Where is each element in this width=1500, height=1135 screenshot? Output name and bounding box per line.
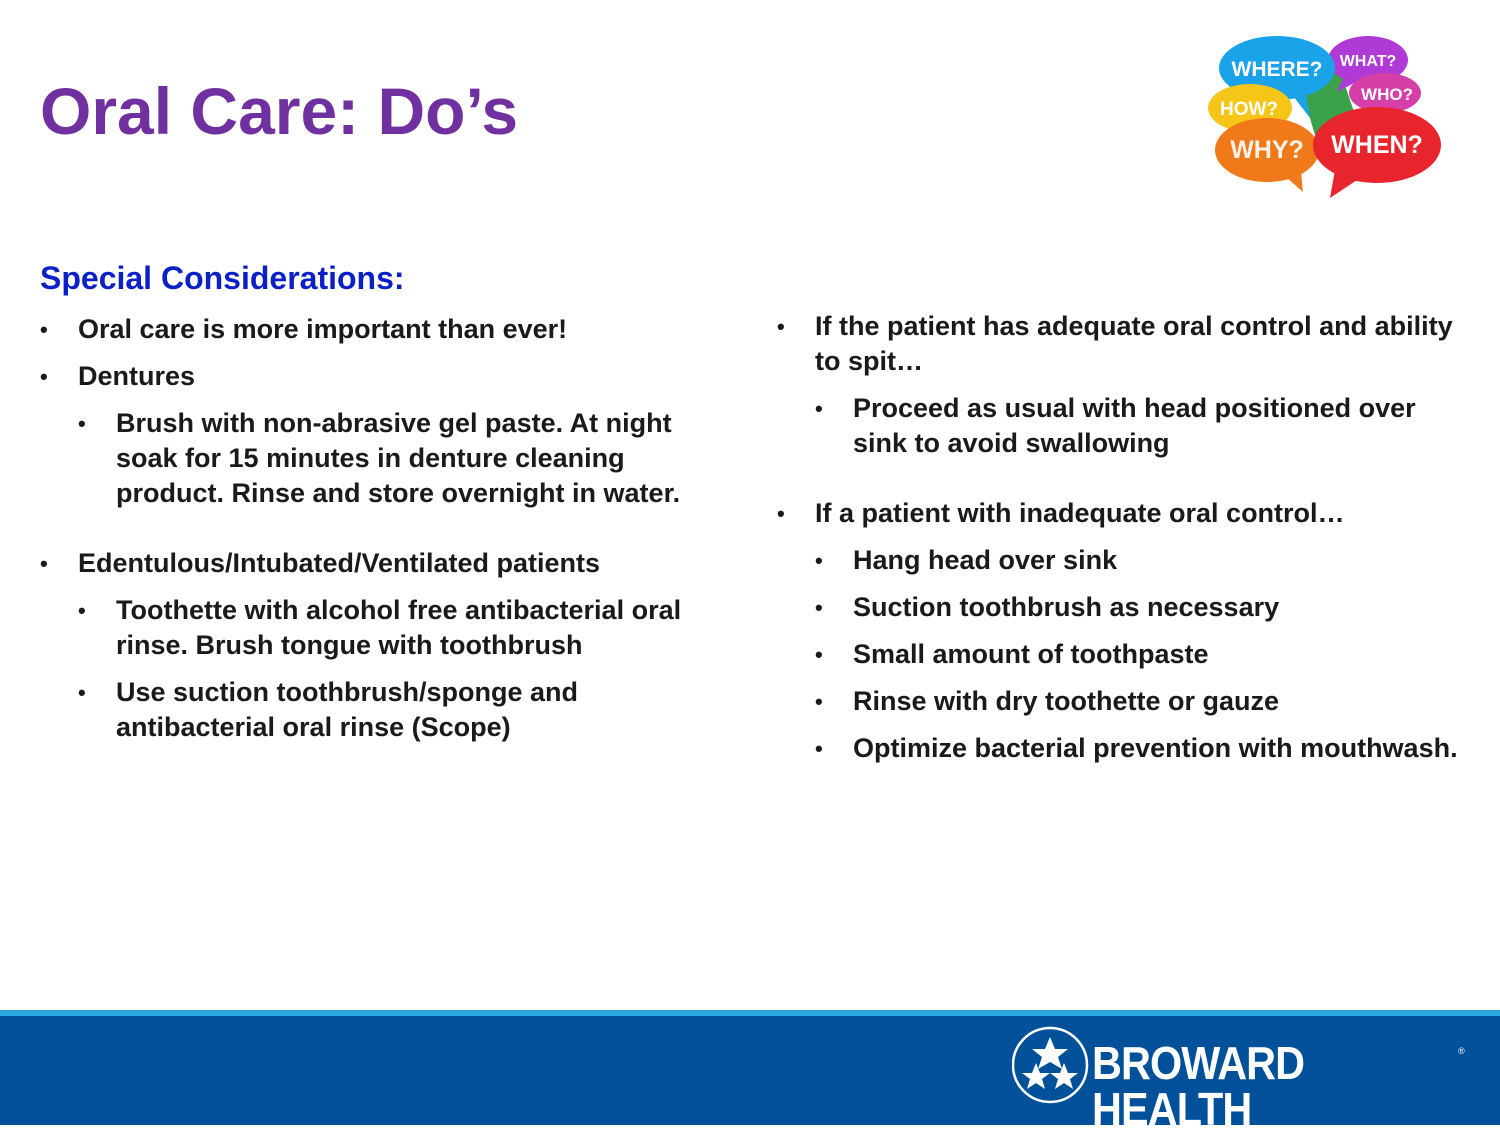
bullet-text: Dentures bbox=[78, 361, 196, 391]
bullet-item-level-2 bbox=[40, 593, 740, 663]
bullet-dot-icon: • bbox=[78, 411, 86, 436]
bullet-text: Optimize bacterial prevention with mouthwash. bbox=[853, 733, 1458, 763]
bullet-item-level-2 bbox=[40, 675, 740, 745]
bullet-text: If a patient with inadequate oral control… bbox=[815, 498, 1345, 528]
bullet-text: Rinse with dry toothette or gauze bbox=[853, 686, 1280, 716]
bubble-why bbox=[1215, 118, 1319, 192]
bullet-text: Hang head over sink bbox=[853, 545, 1118, 575]
bullet-item-level-1 bbox=[777, 496, 1477, 531]
left-bullet-list bbox=[40, 312, 740, 745]
bullet-dot-icon: • bbox=[777, 314, 785, 339]
bullet-dot-icon: • bbox=[40, 317, 48, 342]
right-bullet-list bbox=[777, 309, 1477, 766]
question-bubbles-graphic bbox=[1205, 30, 1450, 202]
bullet-item-level-1 bbox=[40, 312, 740, 347]
star-cluster-icon bbox=[1013, 1028, 1087, 1102]
bullet-dot-icon: • bbox=[815, 689, 823, 714]
bullet-dot-icon: • bbox=[815, 548, 823, 573]
bubble-why-label: WHY? bbox=[1230, 136, 1304, 164]
bullet-item-level-2 bbox=[777, 731, 1477, 766]
bullet-dot-icon: • bbox=[815, 736, 823, 761]
bullet-dot-icon: • bbox=[777, 501, 785, 526]
brand-name: BROWARD HEALTH bbox=[1092, 1037, 1305, 1135]
bullet-item-level-2 bbox=[777, 637, 1477, 672]
bullet-text: Oral care is more important than ever! bbox=[78, 314, 568, 344]
bullet-dot-icon: • bbox=[40, 551, 48, 576]
bubble-where-label: WHERE? bbox=[1231, 58, 1323, 81]
bubble-how-label: HOW? bbox=[1219, 99, 1279, 120]
bullet-dot-icon: • bbox=[815, 642, 823, 667]
bullet-dot-icon: • bbox=[815, 595, 823, 620]
bullet-text: Proceed as usual with head positioned over sink to avoid swallowing bbox=[853, 393, 1416, 458]
bullet-dot-icon: • bbox=[40, 364, 48, 389]
bullet-item-level-1 bbox=[777, 309, 1477, 379]
bullet-text: If the patient has adequate oral control and ability to spit… bbox=[815, 311, 1453, 376]
bullet-text: Small amount of toothpaste bbox=[853, 639, 1209, 669]
bullet-item-level-2 bbox=[777, 543, 1477, 578]
bubble-who-label: WHO? bbox=[1361, 85, 1413, 104]
bullet-text: Use suction toothbrush/sponge and antibacterial oral rinse (Scope) bbox=[116, 677, 579, 742]
bullet-item-level-1 bbox=[40, 359, 740, 394]
bullet-text: Brush with non-abrasive gel paste. At night soak for 15 minutes in denture cleaning product. Rinse and store overnight in water. bbox=[116, 408, 681, 508]
bullet-item-level-2 bbox=[777, 590, 1477, 625]
slide-title: Oral Care: Do’s bbox=[40, 74, 519, 148]
bullet-item-level-2 bbox=[777, 391, 1477, 461]
right-column bbox=[777, 309, 1477, 778]
left-column bbox=[40, 312, 740, 757]
bubble-when bbox=[1313, 107, 1441, 198]
bubble-what-label: WHAT? bbox=[1339, 53, 1397, 70]
bubble-who bbox=[1349, 73, 1421, 113]
bullet-dot-icon: • bbox=[78, 680, 86, 705]
bubble-when-label: WHEN? bbox=[1331, 131, 1423, 159]
bullet-dot-icon: • bbox=[78, 598, 86, 623]
section-subtitle: Special Considerations: bbox=[40, 260, 405, 296]
bullet-text: Edentulous/Intubated/Ventilated patients bbox=[78, 548, 601, 578]
bullet-text: Suction toothbrush as necessary bbox=[853, 592, 1280, 622]
bullet-item-level-2 bbox=[777, 684, 1477, 719]
bullet-dot-icon: • bbox=[815, 396, 823, 421]
bullet-item-level-2 bbox=[40, 406, 740, 511]
bullet-text: Toothette with alcohol free antibacterial oral rinse. Brush tongue with toothbrush bbox=[116, 595, 682, 660]
trademark-mark: ® bbox=[1458, 1046, 1465, 1056]
bullet-item-level-1 bbox=[40, 546, 740, 581]
